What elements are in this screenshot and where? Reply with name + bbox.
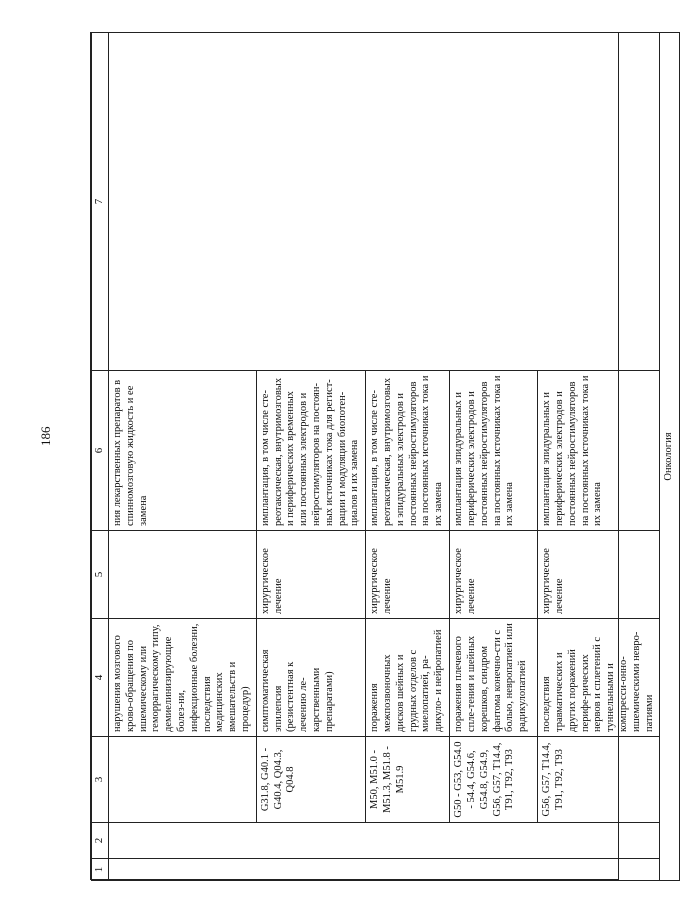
method-cell: имплантация, в том числе сте-реотаксическая, внутримозговых и эпидуральных электродов и постоянных нейростимуляторов на постоянных источниках тока и их замена (366, 371, 450, 531)
column-header-5: 5 (92, 531, 109, 619)
rotated-table-container (91, 33, 675, 881)
treatment-cell: хирургическое лечение (366, 531, 450, 619)
codes-cell: M50, M51.0 - M51.3, M51.8 - M51.9 (366, 737, 450, 823)
column-header-4: 4 (92, 619, 109, 737)
treatment-cell: хирургическое лечение (538, 531, 660, 619)
column-header-6: 6 (92, 371, 109, 531)
column-header-3: 3 (92, 737, 109, 823)
medical-care-table (91, 32, 680, 881)
disease-cell: поражения межпозвоночных дисков шейных и грудных отделов с миелопатией, ра-дикуло- и нейропатией (366, 619, 450, 737)
column-header-7: 7 (92, 33, 109, 371)
codes-cell: G56, G57, T14.4, T91, T92, T93 (538, 737, 660, 823)
method-cell: имплантация эпидуральных и периферических электродов и постоянных нейростимуляторов на постоянных источниках тока и их замена (538, 371, 660, 531)
treatment-cell: хирургическое лечение (256, 531, 365, 619)
disease-cell: поражения плечевого спле-тения и шейных корешков, синдром фантома конечно-сти с болью, невропатией или радикулопатией (450, 619, 538, 737)
table-row (109, 33, 257, 881)
codes-cell: G50 - G53, G54.0 - 54.4, G54.6, G54.8, G54.9, G56, G57, T14.4, T91, T92, T93 (450, 737, 538, 823)
section-row (660, 33, 680, 881)
header-row (92, 33, 109, 881)
disease-cell: симптоматическая эпилепсия (резистентная к лечению ле-карственными препаратами) (256, 619, 365, 737)
column-header-2: 2 (92, 823, 109, 859)
treatment-cell: хирургическое лечение (450, 531, 538, 619)
page-number: 186 (38, 426, 53, 446)
treatment-cell (109, 531, 257, 619)
method-cell: имплантация, в том числе сте-реотаксическая, внутримозговых и периферических временных или постоянных электродов и нейростимуляторов на постоян-ных источниках тока для регист-рации и модуляции биопотен-циалов и их замена (256, 371, 365, 531)
document-table-frame (90, 32, 675, 880)
disease-cell: последствия травматических и других поражений перифе-рических нервов и сплетений с туннельными и компресси-онно-ишемическими невро-патиями (538, 619, 660, 737)
method-cell: имплантация эпидуральных и периферических электродов и постоянных нейростимуляторов на постоянных источниках тока и их замена (450, 371, 538, 531)
disease-cell: нарушения мозгового крово-обращения по ишемическому или геморрагическому типу, демиелинизирующие болез-ни, инфекционные болезни, последствия медицинских вмешательств и процедур) (109, 619, 257, 737)
codes-cell: G31.8, G40.1 - G40.4, Q04.3, Q04.8 (256, 737, 365, 823)
cell-empty (109, 33, 660, 371)
cell-empty (109, 823, 660, 859)
section-label: Онкология (660, 33, 680, 881)
column-header-1: 1 (92, 859, 109, 881)
codes-cell (109, 737, 257, 823)
cell-empty (109, 859, 660, 881)
method-cell: ния лекарственных препаратов в спинномозговую жидкость и ее замена (109, 371, 257, 531)
